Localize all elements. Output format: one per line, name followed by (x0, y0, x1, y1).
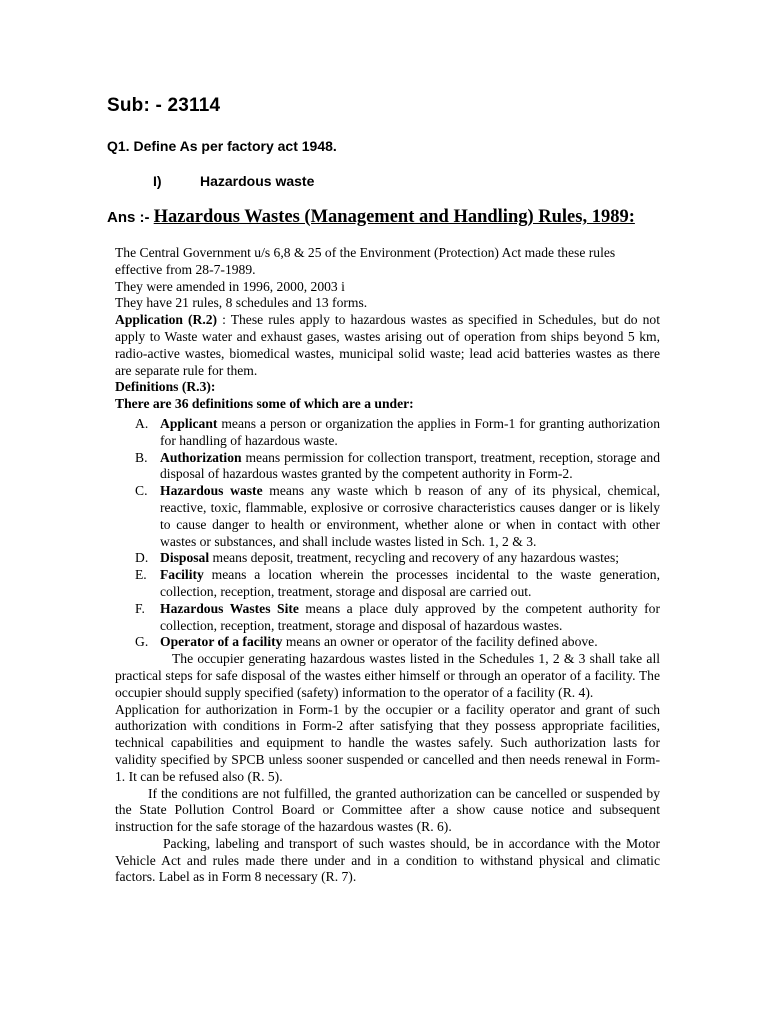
definition-marker: A. (135, 415, 149, 431)
definition-item (115, 550, 660, 567)
intro-line-amended: They were amended in 1996, 2000, 2003 i (115, 278, 345, 294)
sub-question-text: Hazardous waste (200, 173, 315, 189)
definition-item (115, 483, 660, 550)
definition-item (115, 634, 660, 651)
answer-label: Ans :- (107, 209, 154, 226)
cancellation-paragraph: If the conditions are not fulfilled, the granted authorization can be cancelled or suspended by the State Pollution Control Board or Committee after a show cause notice and subsequent instruction for the safe storage of the hazardous wastes (R. 6). (115, 785, 660, 835)
definition-term: Hazardous Wastes Site (160, 600, 299, 616)
definition-term: Disposal (160, 550, 210, 566)
intro-line-rules: They have 21 rules, 8 schedules and 13 forms. (115, 295, 368, 311)
question-heading: Q1. Define As per factory act 1948. (107, 138, 337, 154)
definition-term: Applicant (160, 415, 218, 431)
definition-marker: D. (135, 550, 149, 566)
authorization-paragraph: Application for authorization in Form-1 by the occupier or a facility operator and grant of such authorization with conditions in Form-2 after satisfying that they possess appropriate facilities, technical capabilities and equipment to handle the wastes safely. Such authorization lasts for validity specified by SPCB unless sooner suspended or cancelled and then needs renewal in Form-1. It can be refused also (R. 5). (115, 701, 660, 784)
application-paragraph (115, 312, 660, 379)
definition-text: means a place duly approved by the competent authority for collection, reception, treatment, storage and disposal of hazardous wastes. (160, 600, 660, 633)
application-label: Application (R.2) (115, 312, 218, 328)
definition-text: means a person or organization the applies in Form-1 for granting authorization for handling of hazardous waste. (160, 415, 660, 448)
definitions-list (115, 416, 660, 651)
subject-heading: Sub: - 23114 (107, 95, 221, 116)
application-text: : These rules apply to hazardous wastes as specified in Schedules, but do not apply to Waste water and exhaust gases, wastes arising out of operation from ships beyond 5 km, radio-active wastes, biomedical wastes, municipal solid waste; lead acid batteries wastes as there are separate rule for them. (115, 312, 660, 378)
definition-item (115, 450, 660, 484)
definitions-intro: There are 36 definitions some of which are a under: (115, 396, 414, 412)
answer-line (107, 207, 635, 228)
definition-text: means deposit, treatment, recycling and recovery of any hazardous wastes; (209, 550, 620, 566)
definition-text: means any waste which b reason of any of its physical, chemical, reactive, toxic, flammable, explosive or corrosive characteristics causes danger or is likely to cause danger to health or environment, whether alone or when in contact with other wastes or substances, and shall include wastes listed in Sch. 1, 2 & 3. (160, 483, 661, 549)
definition-item (115, 416, 660, 450)
packing-paragraph: Packing, labeling and transport of such wastes should, be in accordance with the Motor Vehicle Act and rules made there under and in a condition to withstand physical and climatic factors. Label as in Form 8 necessary (R. 7). (115, 835, 660, 885)
definition-marker: E. (135, 567, 147, 583)
definition-item (115, 567, 660, 601)
definition-marker: C. (135, 483, 148, 499)
definition-text: means an owner or operator of the facility defined above. (282, 634, 598, 650)
definition-text: means a location wherein the processes incidental to the waste generation, collection, reception, treatment, storage and disposal are carried out. (160, 567, 660, 599)
definitions-heading: Definitions (R.3): (115, 379, 216, 395)
definition-term: Facility (160, 567, 204, 583)
definition-marker: F. (135, 600, 145, 616)
sub-question-numeral: I) (153, 173, 162, 189)
definition-marker: B. (135, 449, 148, 465)
definition-text: means permission for collection transport, treatment, reception, storage and disposal of hazardous wastes granted by the competent authority in Form-2. (160, 449, 660, 482)
definition-term: Hazardous waste (160, 483, 263, 499)
definition-marker: G. (135, 634, 149, 650)
answer-title: Hazardous Wastes (Management and Handling) Rules, 1989: (153, 207, 635, 227)
definition-term: Operator of a facility (160, 634, 283, 650)
definition-item (115, 601, 660, 635)
intro-paragraph: The Central Government u/s 6,8 & 25 of the Environment (Protection) Act made these rules effective from 28-7-1989. (115, 245, 616, 277)
document-body (115, 245, 660, 886)
sub-question (153, 173, 314, 189)
occupier-paragraph: The occupier generating hazardous wastes listed in the Schedules 1, 2 & 3 shall take all practical steps for safe disposal of the wastes either himself or through an operator of a facility. The occupier should supply specified (safety) information to the operator of a facility (R. 4). (115, 651, 660, 700)
definition-term: Authorization (160, 449, 242, 465)
